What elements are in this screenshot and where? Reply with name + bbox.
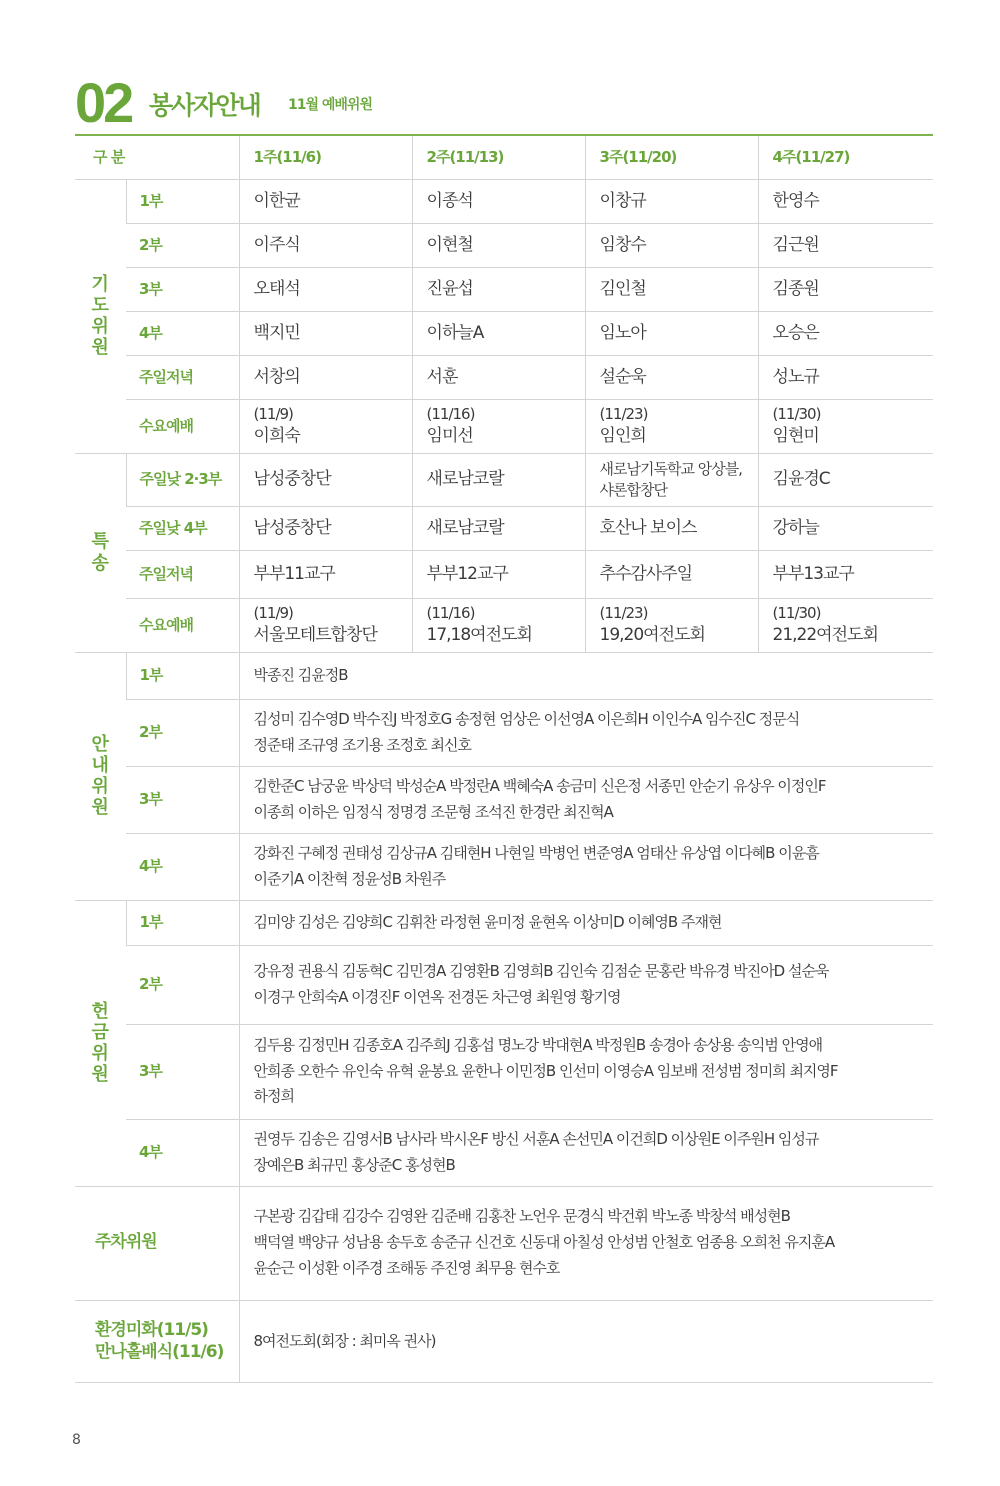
row-label: 1부	[126, 900, 239, 945]
assignee-cell	[239, 598, 412, 652]
table-row	[75, 766, 933, 833]
assignee-name: 임미선	[426, 425, 473, 446]
table-row	[75, 267, 933, 311]
assignee-cell	[585, 598, 758, 652]
assignee-name: 임창수	[585, 223, 758, 267]
assignee-name: 임노아	[585, 311, 758, 355]
section-title: 봉사자안내	[149, 91, 260, 120]
assignee-name: 임현미	[772, 425, 819, 446]
row-label: 주일낮 4부	[126, 506, 239, 550]
assignee-name: 부부11교구	[239, 550, 412, 598]
names-list: 박종진 김윤정B	[239, 652, 933, 699]
assignee-name: 이종석	[412, 179, 585, 223]
assignee-name: 이희숙	[253, 425, 300, 446]
parking-row	[75, 1186, 933, 1300]
environment-value: 8여전도회(회장 : 최미옥 권사)	[239, 1300, 933, 1382]
row-label: 4부	[126, 833, 239, 900]
table-row	[75, 506, 933, 550]
parking-label: 주차위원	[75, 1186, 239, 1300]
assignee-name: 서울모테트합창단	[253, 624, 377, 645]
row-label: 2부	[126, 945, 239, 1024]
offering-group-label: 헌 금 위 원	[75, 900, 126, 1186]
week-header: 1주(11/6)	[239, 136, 412, 179]
assignee-cell	[758, 399, 933, 453]
parking-names: 구본광 김갑태 김강수 김영완 김준배 김홍찬 노언우 문경식 박건휘 박노종 박창석 배성현B 백덕열 백양규 성남용 송두호 송준규 신건호 신동대 아칠성 안성범 안철호 엄종용 오희천 유지훈A 윤순근 이성환 이주경 조해동 주진영 최무용 현수호	[239, 1186, 933, 1300]
date-text: (11/9)	[253, 405, 293, 424]
table-header-row	[75, 136, 933, 179]
assignee-name: 이한균	[239, 179, 412, 223]
assignee-name: 설순욱	[585, 355, 758, 399]
table-row	[75, 699, 933, 766]
table-row	[75, 311, 933, 355]
table-row	[75, 355, 933, 399]
date-text: (11/9)	[253, 604, 293, 623]
names-list: 김성미 김수영D 박수진J 박정호G 송정현 엄상은 이선영A 이은희H 이인수A 임수진C 정문식 정준태 조규영 조기용 조정호 최신호	[239, 699, 933, 766]
row-label: 4부	[126, 1119, 239, 1186]
names-list: 강화진 구혜정 권태성 김상규A 김태현H 나현일 박병언 변준영A 엄태산 유상엽 이다혜B 이윤흠 이준기A 이찬혁 정윤성B 차원주	[239, 833, 933, 900]
table-row	[75, 550, 933, 598]
date-text: (11/23)	[599, 604, 648, 623]
row-label: 주일낮 2·3부	[126, 453, 239, 506]
guide-group-label: 안 내 위 원	[75, 652, 126, 900]
assignee-cell	[412, 399, 585, 453]
row-label: 2부	[126, 223, 239, 267]
table-row	[75, 179, 933, 223]
names-list: 강유정 권용식 김동혁C 김민경A 김영환B 김영희B 김인숙 김점순 문홍란 박유경 박진아D 설순욱 이경구 안희숙A 이경진F 이연옥 전경돈 차근영 최원영 황기영	[239, 945, 933, 1024]
category-header: 구 분	[75, 136, 239, 179]
week-header: 3주(11/20)	[585, 136, 758, 179]
assignee-name: 김종원	[758, 267, 933, 311]
row-label: 수요예배	[126, 399, 239, 453]
row-label: 1부	[126, 652, 239, 699]
table-row	[75, 1024, 933, 1119]
assignee-name: 새로남기독학교 앙상블, 샤론합창단	[585, 453, 758, 506]
assignee-name: 남성중창단	[239, 453, 412, 506]
table-row	[75, 833, 933, 900]
row-label: 1부	[126, 179, 239, 223]
table-row	[75, 598, 933, 652]
names-list: 김미양 김성은 김양희C 김휘찬 라정현 윤미정 윤현옥 이상미D 이혜영B 주재현	[239, 900, 933, 945]
row-label: 주일저녁	[126, 550, 239, 598]
environment-label-line2: 만나홀배식(11/6)	[95, 1342, 224, 1362]
table-row	[75, 1119, 933, 1186]
row-label: 3부	[126, 1024, 239, 1119]
table-row	[75, 652, 933, 699]
assignee-name: 이창규	[585, 179, 758, 223]
names-list: 김한준C 남궁윤 박상덕 박성순A 박정란A 백혜숙A 송금미 신은정 서종민 안순기 유상우 이정인F 이종희 이하은 임정식 정명경 조문형 조석진 한경란 최진혁A	[239, 766, 933, 833]
assignee-name: 오승은	[758, 311, 933, 355]
assignee-cell	[758, 598, 933, 652]
assignee-name: 추수감사주일	[585, 550, 758, 598]
table-row	[75, 223, 933, 267]
date-text: (11/16)	[426, 604, 475, 623]
date-text: (11/23)	[599, 405, 648, 424]
special-group-label: 특 송	[75, 453, 126, 652]
week-header: 2주(11/13)	[412, 136, 585, 179]
assignee-cell	[585, 399, 758, 453]
names-list: 김두용 김정민H 김종호A 김주희J 김홍섭 명노강 박대현A 박정원B 송경아 송상용 송익범 안영애 안희종 오한수 유인숙 유혁 윤봉요 윤한나 이민정B 인선미 이영승A 임보배 전성범 정미희 최지영F 하정희	[239, 1024, 933, 1119]
row-label: 3부	[126, 267, 239, 311]
section-subtitle: 11월 예배위원	[288, 97, 372, 113]
assignee-name: 새로남코랄	[412, 506, 585, 550]
section-number: 02	[75, 71, 132, 134]
assignee-name: 새로남코랄	[412, 453, 585, 506]
assignee-name: 오태석	[239, 267, 412, 311]
assignee-name: 호산나 보이스	[585, 506, 758, 550]
assignee-name: 17,18여전도회	[426, 624, 532, 645]
assignee-name: 김인철	[585, 267, 758, 311]
row-label: 3부	[126, 766, 239, 833]
table-row	[75, 900, 933, 945]
assignee-name: 진윤섭	[412, 267, 585, 311]
prayer-group-label: 기 도 위 원	[75, 179, 126, 453]
assignee-name: 성노규	[758, 355, 933, 399]
row-label: 수요예배	[126, 598, 239, 652]
assignee-cell	[239, 399, 412, 453]
assignee-name: 부부12교구	[412, 550, 585, 598]
assignee-name: 김근원	[758, 223, 933, 267]
row-label: 2부	[126, 699, 239, 766]
assignee-name: 19,20여전도회	[599, 624, 705, 645]
assignee-name: 한영수	[758, 179, 933, 223]
assignee-name: 이주식	[239, 223, 412, 267]
assignee-name: 김윤경C	[758, 453, 933, 506]
assignee-name: 이현철	[412, 223, 585, 267]
environment-row	[75, 1300, 933, 1382]
environment-label	[75, 1300, 239, 1382]
week-header: 4주(11/27)	[758, 136, 933, 179]
assignee-name: 임인희	[599, 425, 646, 446]
date-text: (11/16)	[426, 405, 475, 424]
volunteer-table	[75, 136, 933, 1383]
assignee-name: 남성중창단	[239, 506, 412, 550]
assignee-cell	[412, 598, 585, 652]
page-number: 8	[72, 1432, 81, 1448]
environment-label-line1: 환경미화(11/5)	[95, 1319, 208, 1340]
table-row	[75, 399, 933, 453]
assignee-name: 이하늘A	[412, 311, 585, 355]
assignee-name: 백지민	[239, 311, 412, 355]
assignee-name: 서훈	[412, 355, 585, 399]
date-text: (11/30)	[772, 604, 821, 623]
assignee-name: 서창의	[239, 355, 412, 399]
names-list: 권영두 김송은 김영서B 남사라 박시온F 방신 서훈A 손선민A 이건희D 이상원E 이주원H 임성규 장예은B 최규민 홍상준C 홍성현B	[239, 1119, 933, 1186]
assignee-name: 부부13교구	[758, 550, 933, 598]
table-row	[75, 453, 933, 506]
date-text: (11/30)	[772, 405, 821, 424]
row-label: 4부	[126, 311, 239, 355]
table-row	[75, 945, 933, 1024]
assignee-name: 21,22여전도회	[772, 624, 878, 645]
assignee-name: 강하늘	[758, 506, 933, 550]
row-label: 주일저녁	[126, 355, 239, 399]
